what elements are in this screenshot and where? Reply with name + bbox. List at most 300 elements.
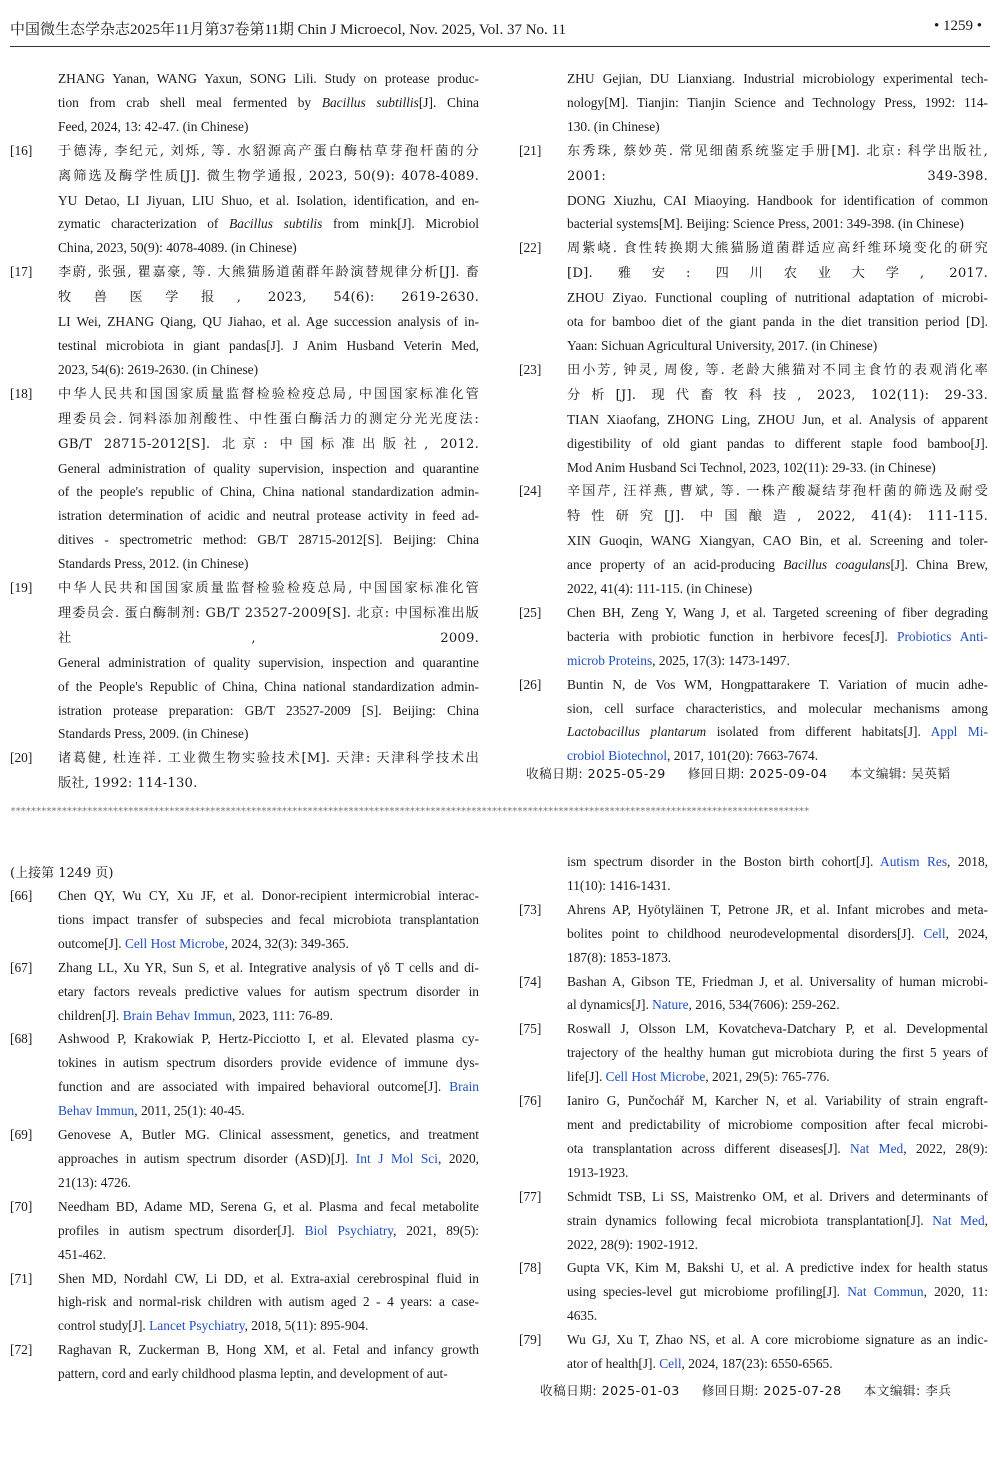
journal-link[interactable]: Brain	[449, 1079, 479, 1095]
reference-text: Chen BH, Zeng Y, Wang J, et al. Targeted screening of fiber degrading	[567, 604, 988, 620]
reference-text: ment and predictability of microbiome composition after fecal microbi-	[567, 1116, 988, 1132]
reference-text: [D]. 雅安: 四川农业大学, 2017.	[567, 266, 988, 282]
reference-text: Shen MD, Nordahl CW, Li DD, et al. Extra-axial cerebrospinal fluid in	[58, 1270, 479, 1286]
reference-text: tokines in autism spectrum disorders provide evidence of immune dys-	[58, 1055, 479, 1071]
reference-text: 东秀珠, 蔡妙英. 常见细菌系统鉴定手册[M]. 北京: 科学出版社,	[567, 143, 988, 159]
reference-continuation	[10, 67, 479, 139]
reference-number: [76]	[519, 1093, 542, 1109]
reference-text: LI Wei, ZHANG Qiang, QU Jiahao, et al. Age succession analysis of in-	[58, 314, 479, 330]
reference-text: al dynamics[J].	[567, 997, 653, 1013]
reference-text: 2022, 28(9): 1902-1912.	[567, 1236, 698, 1252]
reference-line	[58, 1004, 479, 1028]
reference-line	[58, 1195, 479, 1219]
reference-text: Feed, 2024, 13: 42-47. (in Chinese)	[58, 118, 249, 134]
reference-text: GB/T 28715-2012[S]. 北京: 中国标准出版社, 2012.	[58, 436, 479, 452]
reference-text: 451-462.	[58, 1246, 106, 1262]
reference-line	[58, 358, 479, 382]
reference-line	[567, 649, 988, 673]
article-footer-top	[526, 763, 973, 782]
reference-number: [74]	[519, 973, 542, 989]
reference-text: Yaan: Sichuan Agricultural University, 2017. (in Chinese)	[567, 337, 878, 353]
journal-link[interactable]: Cell	[923, 925, 946, 941]
revised-date: 修回日期: 2025-07-28	[701, 1383, 842, 1398]
reference-line	[567, 1017, 988, 1041]
reference-text: bacteria with probiotic function in herbivore feces[J].	[567, 628, 897, 644]
reference-line	[567, 432, 988, 456]
reference-line	[58, 528, 479, 552]
reference-line	[58, 1219, 479, 1243]
reference-number: [16]	[10, 142, 33, 158]
reference-line	[567, 874, 988, 898]
reference-text: 187(8): 1853-1873.	[567, 949, 672, 965]
reference-number: [24]	[519, 483, 542, 499]
reference-line	[58, 457, 479, 481]
reference-line	[567, 1185, 988, 1209]
reference-line	[58, 722, 479, 746]
reference-line	[58, 576, 479, 601]
reference-text: , 2021, 89(5):	[393, 1222, 479, 1238]
reference-number: [19]	[10, 580, 33, 596]
reference-line	[567, 673, 988, 697]
journal-link[interactable]: Nat Med	[932, 1212, 985, 1228]
reference-line	[58, 1314, 479, 1338]
reference-line	[58, 1075, 479, 1099]
journal-link[interactable]: Int J Mol Sci	[355, 1150, 438, 1166]
reference-line	[58, 651, 479, 675]
reference-line	[567, 625, 988, 649]
reference-line	[567, 529, 988, 553]
reference-line	[567, 408, 988, 432]
page-number: • 1259 •	[933, 18, 982, 34]
reference-text: isolated from different habitats[J].	[706, 724, 931, 740]
reference-text: 2023, 54(6): 2619-2630. (in Chinese)	[58, 361, 259, 377]
reference-continuation	[519, 67, 988, 139]
reference-text: Genovese A, Butler MG. Clinical assessment, genetics, and treatment	[58, 1127, 479, 1143]
reference-line	[567, 1137, 988, 1161]
reference-text: Schmidt TSB, Li SS, Maistrenko OM, et al. Drivers and determinants of	[567, 1188, 988, 1204]
reference-line	[567, 601, 988, 625]
reference-text: 分析[J]. 现代畜牧科技, 2023, 102(11): 29-33.	[567, 387, 988, 403]
reference-entry	[519, 358, 988, 480]
reference-line	[58, 1147, 479, 1171]
reference-text: 1913-1923.	[567, 1164, 629, 1180]
reference-line	[567, 1209, 988, 1233]
reference-text: ator of health[J].	[567, 1356, 660, 1372]
reference-entry	[10, 1195, 479, 1267]
reference-entry	[10, 576, 479, 746]
reference-continuation	[519, 850, 988, 898]
reference-entry	[10, 260, 479, 382]
reference-text: , 2024, 32(3): 349-365.	[224, 935, 349, 951]
reference-text: outcome[J].	[58, 935, 125, 951]
reference-entry	[519, 601, 988, 673]
reference-number: [69]	[10, 1127, 33, 1143]
reference-text: Ahrens AP, Hyötyläinen T, Petrone JR, et al. Infant microbes and meta-	[567, 901, 988, 917]
reference-text: 4635.	[567, 1308, 598, 1324]
reference-line	[567, 504, 988, 529]
reference-line	[567, 383, 988, 408]
reference-text: , 2017, 101(20): 7663-7674.	[667, 748, 819, 764]
reference-line	[567, 1328, 988, 1352]
reference-text: Zhang LL, Xu YR, Sun S, et al. Integrative analysis of γδ T cells and di-	[58, 959, 479, 975]
reference-entry	[519, 1185, 988, 1257]
reference-text: trajectory of the healthy human gut microbiota during the first 5 years of	[567, 1045, 988, 1061]
reference-text: nology[M]. Tianjin: Tianjin Science and Technology Press, 1992: 114-	[567, 94, 988, 110]
reference-line	[567, 720, 988, 744]
journal-link[interactable]: Nature	[652, 997, 689, 1013]
journal-link[interactable]: Nat Med	[850, 1140, 904, 1156]
reference-text: 130. (in Chinese)	[567, 118, 660, 134]
reference-line	[58, 626, 479, 651]
reference-text: TIAN Xiaofang, ZHONG Ling, ZHOU Jun, et al. Analysis of apparent	[567, 411, 988, 427]
reference-text: ota for bamboo diet of the giant panda in the diet transition period [D].	[567, 314, 988, 330]
reference-text: high-risk and normal-risk children with autism aged 2 - 4 years: a case-	[58, 1294, 479, 1310]
reference-entry	[519, 1017, 988, 1089]
header-rule	[10, 46, 990, 47]
reference-text: , 2018,	[947, 854, 988, 869]
bottom-right-column	[519, 850, 988, 1376]
reference-text: 版社, 1992: 114-130.	[58, 776, 198, 792]
running-header	[10, 18, 988, 38]
reference-text: , 2018, 5(11): 895-904.	[244, 1318, 369, 1334]
reference-text: , 2020, 11:	[923, 1284, 989, 1300]
reference-text: , 2022, 28(9):	[903, 1140, 988, 1156]
reference-line	[58, 480, 479, 504]
top-right-column	[519, 67, 988, 768]
reference-line	[567, 334, 988, 358]
reference-entry	[519, 1328, 988, 1376]
reference-text: etary factors reveals predictive values for autism spectrum disorder in	[58, 983, 479, 999]
reference-text: , 2023, 111: 76-89.	[232, 1007, 333, 1023]
reference-text: control study[J].	[58, 1318, 150, 1334]
reference-line	[567, 577, 988, 601]
reference-line	[567, 189, 988, 213]
reference-text: Mod Anim Husband Sci Technol, 2023, 102(11): 29-33. (in Chinese)	[567, 459, 936, 475]
reference-entry	[10, 1338, 479, 1386]
reference-text: function and are associated with impaired behavioral outcome[J].	[58, 1079, 450, 1095]
reference-number: [26]	[519, 676, 542, 692]
reference-text: ism spectrum disorder in the Boston birth cohort[J].	[567, 854, 881, 869]
reference-text: testinal microbiota in giant pandas[J]. J Anim Husband Veterin Med,	[58, 337, 479, 353]
journal-link[interactable]: crobiol Biotechnol	[567, 748, 668, 764]
reference-line	[58, 884, 479, 908]
revised-date: 修回日期: 2025-09-04	[687, 766, 828, 781]
reference-line	[567, 479, 988, 504]
reference-text: Needham BD, Adame MD, Serena G, et al. Plasma and fecal metabolite	[58, 1198, 479, 1214]
reference-text: 田小芳, 钟灵, 周俊, 等. 老龄大熊猫对不同主食竹的表观消化率	[567, 362, 988, 378]
reference-text: ance property of an acid-producing	[567, 557, 784, 573]
reference-line	[58, 771, 479, 796]
reference-line	[58, 601, 479, 626]
reference-line	[58, 91, 479, 115]
reference-line	[58, 432, 479, 457]
reference-entry	[10, 1027, 479, 1123]
reference-text: tion from crab shell meal fermented by	[58, 94, 322, 110]
reference-text: 辛国芹, 汪祥燕, 曹斌, 等. 一株产酸凝结芽孢杆菌的筛选及耐受	[567, 484, 988, 500]
reference-text: istration protease preparation: GB/T 23527-2009 [S]. Beijing: China	[58, 702, 479, 718]
reference-text: ZHOU Ziyao. Functional coupling of nutritional adaptation of microbi-	[567, 290, 988, 306]
reference-line	[567, 553, 988, 577]
reference-line	[567, 1256, 988, 1280]
reference-line	[58, 1123, 479, 1147]
reference-line	[567, 898, 988, 922]
reference-number: [67]	[10, 959, 33, 975]
reference-text: 中华人民共和国国家质量监督检验检疫总局, 中国国家标准化管	[58, 386, 479, 402]
reference-text: [J]. China Brew,	[890, 557, 989, 573]
species-name: Bacillus subtillis	[321, 94, 419, 110]
journal-link[interactable]: Brain Behav Immun	[122, 1007, 233, 1023]
reference-line	[567, 286, 988, 310]
reference-text: profiles in autism spectrum disorder[J].	[58, 1222, 305, 1238]
reference-text: 李蔚, 张强, 瞿嘉豪, 等. 大熊猫肠道菌群年龄演替规律分析[J]. 畜	[58, 265, 479, 281]
article-footer-bottom	[540, 1380, 973, 1399]
reference-text: tions impact transfer of subspecies and fecal microbiota transplantation	[58, 911, 479, 927]
species-name: Lactobacillus plantarum	[567, 724, 707, 740]
reference-entry	[519, 139, 988, 237]
reference-text: ditives - spectrometric method: GB/T 28715-2012[S]. Beijing: China	[58, 532, 479, 548]
reference-line	[58, 699, 479, 723]
editor: 本文编辑: 李兵	[863, 1383, 952, 1398]
reference-line	[567, 358, 988, 383]
reference-number: [75]	[519, 1021, 542, 1037]
journal-link[interactable]: Cell	[659, 1356, 682, 1372]
reference-entry	[10, 139, 479, 261]
reference-text: approaches in autism spectrum disorder (ASD)[J].	[58, 1150, 356, 1166]
received-date: 收稿日期: 2025-01-03	[540, 1383, 680, 1398]
reference-entry	[519, 970, 988, 1018]
reference-line	[567, 139, 988, 164]
reference-text: Gupta VK, Kim M, Bakshi U, et al. A predictive index for health status	[567, 1260, 988, 1276]
reference-line	[567, 850, 988, 874]
reference-entry	[519, 1089, 988, 1185]
reference-number: [21]	[519, 142, 542, 158]
reference-number: [70]	[10, 1198, 33, 1214]
reference-text: Chen QY, Wu CY, Xu JF, et al. Donor-recipient intermicrobial interac-	[58, 888, 479, 903]
reference-line	[58, 285, 479, 310]
reference-line	[58, 1338, 479, 1362]
reference-line	[58, 1290, 479, 1314]
reference-line	[58, 212, 479, 236]
reference-text: bacterial systems[M]. Beijing: Science Press, 2001: 349-398. (in Chinese)	[567, 216, 964, 232]
reference-entry	[10, 382, 479, 576]
reference-line	[567, 970, 988, 994]
received-date: 收稿日期: 2025-05-29	[526, 766, 666, 781]
reference-text: 理委员会. 蛋白酶制剂: GB/T 23527-2009[S]. 北京: 中国标准出版	[58, 605, 479, 621]
reference-line	[58, 552, 479, 576]
reference-entry	[10, 746, 479, 796]
reference-text: , 2025, 17(3): 1473-1497.	[652, 652, 790, 668]
reference-number: [23]	[519, 361, 542, 377]
reference-text: ota transplantation across different diseases[J].	[567, 1140, 851, 1156]
reference-line	[58, 1099, 479, 1123]
reference-text: life[J].	[567, 1069, 606, 1085]
reference-text: strain dynamics following fecal microbiota transplantation[J].	[567, 1212, 933, 1228]
reference-line	[567, 1089, 988, 1113]
reference-entry	[519, 898, 988, 970]
reference-entry	[519, 236, 988, 358]
reference-line	[58, 1267, 479, 1291]
continued-note: (上接第 1249 页)	[10, 866, 114, 881]
reference-line	[58, 504, 479, 528]
reference-entry	[519, 479, 988, 601]
journal-link[interactable]: Appl Mi-	[930, 724, 988, 740]
reference-text: Bashan A, Gibson TE, Friedman J, et al. Universality of human microbi-	[567, 973, 988, 989]
reference-line	[567, 261, 988, 286]
reference-text: istration determination of acidic and neutral protease activity in feed ad-	[58, 508, 479, 524]
reference-number: [25]	[519, 604, 542, 620]
reference-text: from mink[J]. Microbiol	[322, 216, 479, 232]
reference-line	[58, 67, 479, 91]
reference-text: 离筛选及酶学性质[J]. 微生物学通报, 2023, 50(9): 4078-4089.	[58, 168, 479, 184]
journal-link[interactable]: Nat Commun	[847, 1284, 924, 1300]
reference-number: [17]	[10, 264, 33, 280]
reference-text: 理委员会. 饲料添加剂酸性、中性蛋白酶活力的测定分光光度法:	[58, 411, 479, 427]
reference-line	[567, 115, 988, 139]
reference-text: Ianiro G, Punčochář M, Karcher N, et al. Variability of strain engraft-	[567, 1093, 988, 1109]
reference-text: 21(13): 4726.	[58, 1174, 131, 1190]
reference-text: digestibility of old giant pandas to different staple food bamboo[J].	[567, 435, 988, 451]
reference-text: 周紫峣. 食性转换期大熊猫肠道菌群适应高纤维环境变化的研究	[567, 241, 988, 257]
journal-link[interactable]: Lancet Psychiatry	[149, 1318, 245, 1334]
reference-entry	[10, 1267, 479, 1339]
reference-line	[567, 922, 988, 946]
journal-link[interactable]: Cell Host Microbe	[124, 935, 225, 951]
reference-text: , 2011, 25(1): 40-45.	[134, 1103, 245, 1119]
reference-text: using species-level gut microbiome profiling[J].	[567, 1284, 848, 1300]
reference-text: pattern, cord and early childhood plasma leptin, and development of aut-	[58, 1366, 448, 1382]
reference-line	[58, 1362, 479, 1386]
reference-text: Wu GJ, Xu T, Zhao NS, et al. A core microbiome signature as an indic-	[567, 1332, 988, 1348]
reference-line	[58, 310, 479, 334]
reference-text: Standards Press, 2012. (in Chinese)	[58, 556, 249, 572]
reference-text: 牧兽医学报, 2023, 54(6): 2619-2630.	[58, 290, 479, 306]
reference-text: 2022, 41(4): 111-115. (in Chinese)	[567, 581, 753, 597]
reference-text: XIN Guoqin, WANG Xiangyan, CAO Bin, et al. Screening and toler-	[567, 533, 988, 549]
reference-line	[58, 260, 479, 285]
reference-line	[58, 932, 479, 956]
reference-line	[567, 1065, 988, 1089]
reference-text: zymatic characterization of	[58, 216, 230, 232]
journal-link[interactable]: Autism Res	[880, 854, 948, 869]
reference-line	[58, 115, 479, 139]
reference-text: General administration of quality supervision, inspection and quarantine	[58, 654, 479, 670]
journal-link[interactable]: microb Proteins	[567, 652, 653, 668]
reference-line	[567, 1280, 988, 1304]
reference-line	[58, 746, 479, 771]
reference-number: [20]	[10, 750, 33, 766]
reference-number: [68]	[10, 1031, 33, 1047]
reference-line	[58, 382, 479, 407]
journal-title: 中国微生态学杂志2025年11月第37卷第11期 Chin J Microecol, Nov. 2025, Vol. 37 No. 11	[10, 22, 566, 38]
reference-line	[567, 67, 988, 91]
reference-text: , 2024, 187(23): 6550-6565.	[681, 1356, 833, 1372]
reference-text: ,	[984, 1212, 988, 1228]
section-separator: ************************************************************************************************************************************************************	[10, 806, 809, 817]
species-name: Bacillus coagulans	[783, 557, 891, 573]
reference-text: 特性研究[J]. 中国酿造, 2022, 41(4): 111-115.	[567, 509, 988, 525]
reference-number: [18]	[10, 385, 33, 401]
reference-text: bolites point to childhood neurodevelopmental disorders[J].	[567, 925, 924, 941]
reference-text: children[J].	[58, 1007, 123, 1023]
reference-line	[58, 164, 479, 189]
reference-line	[567, 1041, 988, 1065]
reference-text: 中华人民共和国国家质量监督检验检疫总局, 中国国家标准化管	[58, 581, 479, 597]
reference-line	[58, 334, 479, 358]
reference-line	[567, 1233, 988, 1257]
reference-line	[567, 946, 988, 970]
reference-text: ZHANG Yanan, WANG Yaxun, SONG Lili. Study on protease produc-	[58, 71, 479, 86]
reference-line	[567, 993, 988, 1017]
reference-text: Ashwood P, Krakowiak P, Hertz-Picciotto I, et al. Elevated plasma cy-	[58, 1031, 479, 1047]
reference-entry	[10, 956, 479, 1028]
reference-line	[58, 1243, 479, 1267]
reference-text: 2001: 349-398.	[567, 168, 988, 184]
reference-line	[58, 675, 479, 699]
journal-link[interactable]: Biol Psychiatry	[304, 1222, 394, 1238]
reference-number: [66]	[10, 888, 33, 903]
species-name: Bacillus subtilis	[229, 216, 323, 232]
reference-text: China, 2023, 50(9): 4078-4089. (in Chinese)	[58, 240, 297, 256]
reference-line	[58, 236, 479, 260]
journal-link[interactable]: Probiotics Anti-	[897, 628, 988, 644]
reference-text: Buntin N, de Vos WM, Hongpattarakere T. Variation of mucin adhe-	[567, 676, 988, 692]
reference-text: 社, 2009.	[58, 630, 479, 646]
reference-line	[567, 1304, 988, 1328]
reference-number: [79]	[519, 1332, 542, 1348]
reference-text: , 2020,	[437, 1150, 479, 1166]
reference-line	[567, 1113, 988, 1137]
reference-text: DONG Xiuzhu, CAI Miaoying. Handbook for identification of common	[567, 192, 988, 208]
reference-text: YU Detao, LI Jiyuan, LIU Shuo, et al. Isolation, identification, and en-	[58, 192, 479, 208]
reference-text: ZHU Gejian, DU Lianxiang. Industrial microbiology experimental tech-	[567, 71, 988, 86]
bottom-left-column	[10, 884, 479, 1386]
top-left-column	[10, 67, 479, 796]
reference-line	[567, 236, 988, 261]
reference-text: Standards Press, 2009. (in Chinese)	[58, 726, 249, 742]
reference-line	[567, 212, 988, 236]
editor: 本文编辑: 吴英韬	[849, 766, 951, 781]
reference-number: [72]	[10, 1342, 33, 1358]
reference-number: [22]	[519, 240, 542, 256]
reference-entry	[519, 673, 988, 769]
reference-text: Roswall J, Olsson LM, Kovatcheva-Datchary P, et al. Developmental	[567, 1021, 988, 1037]
reference-number: [77]	[519, 1188, 542, 1204]
reference-line	[567, 1161, 988, 1185]
reference-entry	[10, 884, 479, 956]
reference-text: General administration of quality supervision, inspection and quarantine	[58, 460, 479, 476]
reference-text: of the People's Republic of China, China national standardization admin-	[58, 678, 479, 694]
reference-line	[58, 1027, 479, 1051]
reference-line	[567, 697, 988, 721]
reference-text: 于德涛, 李纪元, 刘烁, 等. 水貂源高产蛋白酶枯草芽孢杆菌的分	[58, 143, 479, 159]
reference-number: [73]	[519, 901, 542, 917]
reference-text: 诸葛健, 杜连祥. 工业微生物实验技术[M]. 天津: 天津科学技术出	[58, 751, 479, 767]
reference-number: [71]	[10, 1270, 33, 1286]
reference-text: , 2016, 534(7606): 259-262.	[688, 997, 840, 1013]
reference-line	[58, 956, 479, 980]
reference-line	[58, 980, 479, 1004]
reference-line	[567, 456, 988, 480]
reference-text: of the people's republic of China, China national standardization admin-	[58, 484, 479, 500]
journal-link[interactable]: Cell Host Microbe	[605, 1069, 706, 1085]
reference-text: 11(10): 1416-1431.	[567, 877, 671, 893]
reference-line	[58, 1051, 479, 1075]
reference-line	[567, 164, 988, 189]
reference-line	[58, 139, 479, 164]
reference-line	[58, 908, 479, 932]
journal-link[interactable]: Behav Immun	[58, 1103, 135, 1119]
reference-line	[567, 91, 988, 115]
